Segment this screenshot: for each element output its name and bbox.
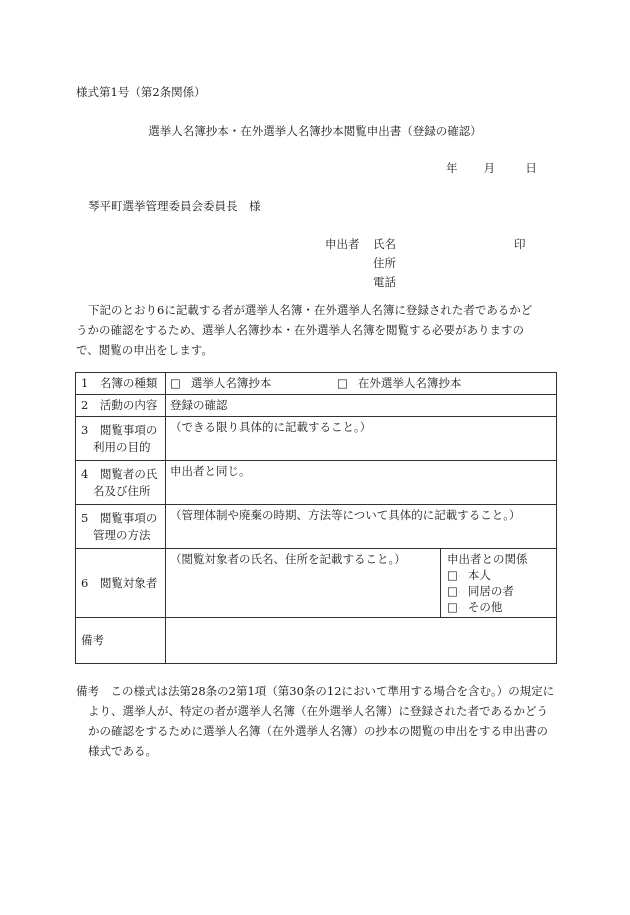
date-year-label: 年: [446, 161, 458, 175]
footnote-head: 備考: [76, 684, 99, 698]
footnote-line: かの確認をするために選挙人名簿（在外選挙人名簿）の抄本の閲覧の申出をする申出書の: [88, 724, 548, 738]
subject-label: 6 閲覧対象者: [76, 549, 166, 618]
list-type-label: 1 名簿の種類: [76, 373, 166, 395]
activity-label: 2 活動の内容: [76, 395, 166, 417]
option-voter-list-extract[interactable]: [170, 375, 271, 392]
checkbox-icon[interactable]: □: [170, 376, 181, 390]
date-line: [446, 160, 537, 176]
form-number: 様式第1号（第2条関係）: [76, 85, 206, 99]
request-statement: [76, 300, 556, 360]
relation-option-other[interactable]: □ その他: [447, 600, 503, 614]
request-line: で、閲覧の申出をします。: [76, 343, 213, 357]
checkbox-icon[interactable]: □: [447, 600, 458, 614]
applicant-role-label: 申出者: [325, 237, 360, 251]
viewer-label: 4 閲覧者の氏 名及び住所: [76, 461, 166, 505]
option-label: 在外選挙人名簿抄本: [357, 376, 462, 390]
footnote-line: より、選挙人が、特定の者が選挙人名簿（在外選挙人名簿）に登録された者であるかどう: [88, 704, 548, 718]
form-title: 選挙人名簿抄本・在外選挙人名簿抄本閲覧申出書（登録の確認）: [148, 124, 482, 138]
applicant-phone-label: 電話: [373, 275, 396, 289]
relation-title: 申出者との関係: [447, 552, 528, 566]
footnote: [76, 681, 556, 761]
date-month-label: 月: [483, 161, 496, 175]
application-table: [75, 372, 557, 664]
purpose-field[interactable]: （できる限り具体的に記載すること。）: [166, 417, 557, 461]
applicant-address-label: 住所: [373, 256, 396, 270]
footnote-line: 様式である。: [88, 744, 157, 758]
purpose-label: 3 閲覧事項の 利用の目的: [76, 417, 166, 461]
subject-field[interactable]: （閲覧対象者の氏名、住所を記載すること。）: [166, 549, 441, 618]
table-row-purpose: [76, 417, 557, 461]
management-label: 5 閲覧事項の 管理の方法: [76, 505, 166, 549]
date-day-label: 日: [525, 161, 537, 175]
request-line: うかの確認をするため、選挙人名簿抄本・在外選挙人名簿を閲覧する必要がありますの: [76, 323, 525, 337]
table-row-viewer: [76, 461, 557, 505]
seal-mark: 印: [514, 237, 526, 251]
table-row-list-type: [76, 373, 557, 395]
table-row-activity: [76, 395, 557, 417]
relation-cell: [441, 549, 557, 618]
relation-option-self[interactable]: □ 本人: [447, 568, 491, 582]
applicant-name-label: 氏名: [373, 237, 396, 251]
table-row-remarks: [76, 618, 557, 664]
checkbox-icon[interactable]: □: [447, 568, 458, 582]
option-overseas-voter-list-extract[interactable]: [337, 375, 461, 392]
checkbox-icon[interactable]: □: [447, 584, 458, 598]
relation-option-cohabitant[interactable]: □ 同居の者: [447, 584, 514, 598]
remarks-field[interactable]: [166, 618, 557, 664]
list-type-options: [166, 373, 557, 395]
table-row-subject: [76, 549, 557, 618]
footnote-line: 備考 この様式は法第28条の2第1項（第30条の12において準用する場合を含む。）の規定に: [76, 684, 555, 698]
viewer-field[interactable]: 申出者と同じ。: [166, 461, 557, 505]
option-label: 選挙人名簿抄本: [190, 376, 272, 390]
activity-value[interactable]: 登録の確認: [166, 395, 557, 417]
table-row-management: [76, 505, 557, 549]
management-field[interactable]: （管理体制や廃棄の時期、方法等について具体的に記載すること。）: [166, 505, 557, 549]
request-line: 下記のとおり6に記載する者が選挙人名簿・在外選挙人名簿に登録された者であるかど: [88, 303, 533, 317]
addressee: 琴平町選挙管理委員会委員長 様: [88, 199, 261, 213]
checkbox-icon[interactable]: □: [337, 376, 348, 390]
remarks-label: 備考: [76, 618, 166, 664]
